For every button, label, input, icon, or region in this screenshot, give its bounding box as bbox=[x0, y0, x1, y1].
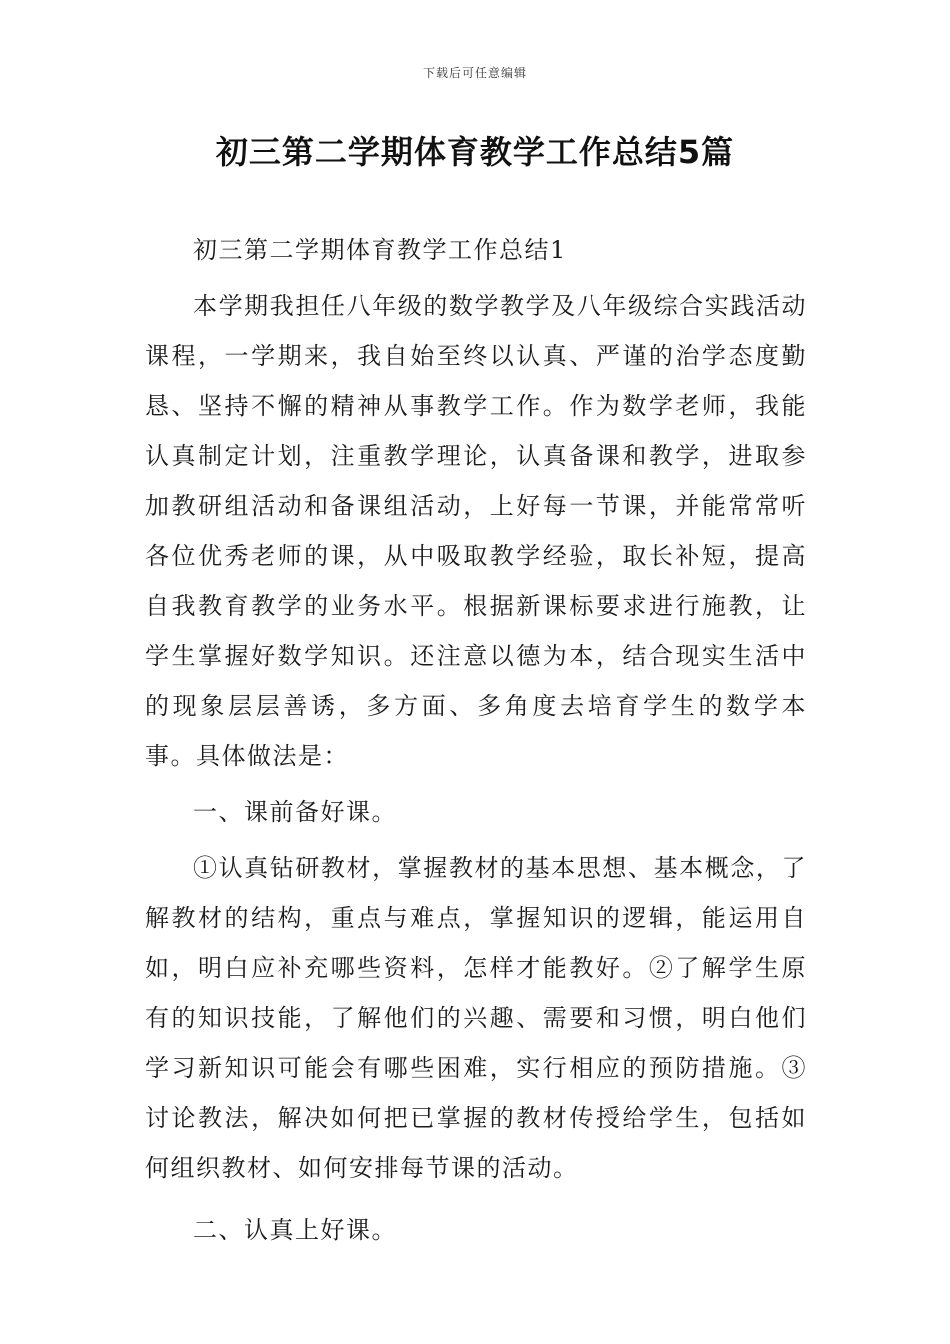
heading-teaching-well: 二、认真上好课。 bbox=[193, 1216, 397, 1244]
section-subtitle: 初三第二学期体育教学工作总结1 bbox=[193, 236, 567, 264]
lesson-preparation-paragraph: ①认真钻研教材，掌握教材的基本思想、基本概念，了解教材的结构，重点与难点，掌握知识的逻辑，能运用自如，明白应补充哪些资料，怎样才能教好。②了解学生原有的知识技能，了解他们的兴趣、需要和习惯，明白他们学习新知识可能会有哪些困难，实行相应的预防措施。③讨论教法，解决如何把已掌握的教材传授给学生，包括如何组织教材、如何安排每节课的活动。 bbox=[145, 854, 807, 1182]
intro-paragraph: 本学期我担任八年级的数学教学及八年级综合实践活动课程，一学期来，我自始至终以认真、严谨的治学态度勤恳、坚持不懈的精神从事教学工作。作为数学老师，我能认真制定计划，注重教学理论，认真备课和教学，进取参加教研组活动和备课组活动，上好每一节课，并能常常听各位优秀老师的课，从中吸取教学经验，取长补短，提高自我教育教学的业务水平。根据新课标要求进行施教，让学生掌握好数学知识。还注意以德为本，结合现实生活中的现象层层善诱，多方面、多角度去培育学生的数学本事。具体做法是： bbox=[145, 292, 807, 770]
heading-lesson-preparation: 一、课前备好课。 bbox=[193, 798, 397, 826]
document-body bbox=[145, 225, 807, 1255]
header-note: 下载后可任意编辑 bbox=[422, 66, 527, 80]
document-title: 初三第二学期体育教学工作总结5篇 bbox=[215, 133, 735, 171]
